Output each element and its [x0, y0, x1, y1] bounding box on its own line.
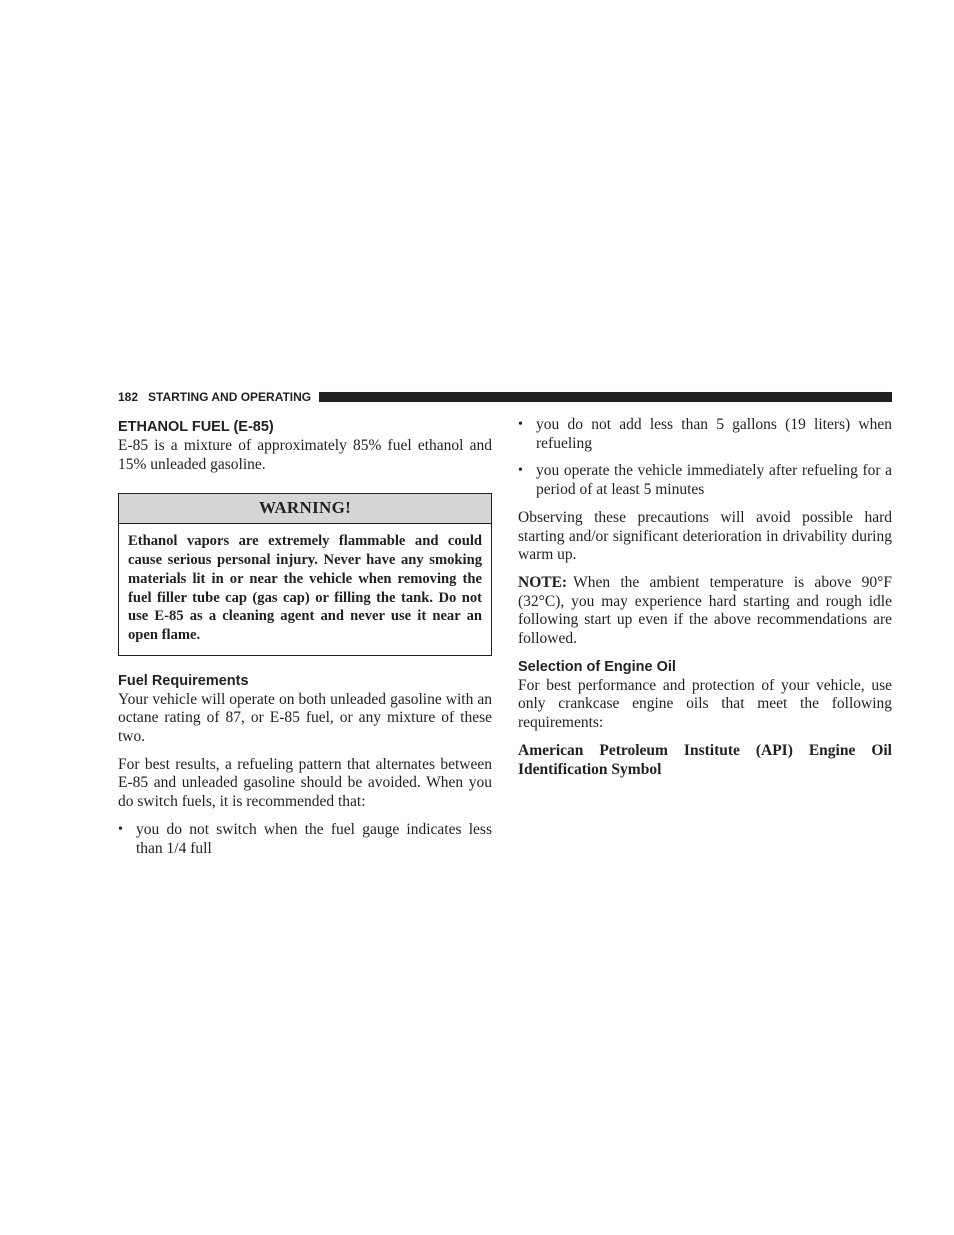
observing-paragraph: Observing these precautions will avoid possible hard starting and/or significant deterioration in drivability during warm up.	[518, 508, 892, 564]
fuel-requirements-paragraph: Your vehicle will operate on both unleaded gasoline with an octane rating of 87, or E-85 fuel, or any mixture of these two.	[118, 690, 492, 746]
header-rule	[319, 392, 892, 402]
list-item-text: you do not add less than 5 gallons (19 liters) when refueling	[536, 416, 892, 452]
bullet-icon: •	[518, 417, 523, 432]
api-symbol-heading: American Petroleum Institute (API) Engine Oil Identification Symbol	[518, 741, 892, 778]
warning-text: Ethanol vapors are extremely flammable and could cause serious personal injury. Never have any smoking materials lit in or near the vehicle when removing the fuel filler tube cap (gas cap) or filling the tank. Do not use E-85 as a cleaning agent and never use it near an open flame.	[128, 533, 482, 643]
list-item-text: you do not switch when the fuel gauge indicates less than 1/4 full	[136, 820, 492, 857]
engine-oil-heading: Selection of Engine Oil	[518, 658, 676, 675]
list-item	[118, 821, 492, 858]
engine-oil-paragraph: For best performance and protection of your vehicle, use only crankcase engine oils that meet the following requirements:	[518, 676, 892, 732]
warning-box	[118, 493, 492, 655]
bullet-list-right	[518, 416, 892, 500]
bullet-icon: •	[518, 463, 523, 479]
section-title: STARTING AND OPERATING	[148, 390, 312, 404]
bullet-icon: •	[118, 821, 123, 837]
warning-title: WARNING!	[119, 494, 491, 524]
list-item	[518, 416, 892, 453]
ethanol-heading: ETHANOL FUEL (E-85)	[118, 419, 274, 435]
note-paragraph	[518, 574, 892, 649]
ethanol-paragraph: E-85 is a mixture of approximately 85% fuel ethanol and 15% unleaded gasoline.	[118, 437, 492, 473]
list-item-text: you operate the vehicle immediately after refueling for a period of at least 5 minutes	[536, 462, 892, 499]
page-header	[118, 390, 892, 404]
bullet-list-left	[118, 821, 492, 858]
list-item	[518, 462, 892, 499]
fuel-requirements-heading: Fuel Requirements	[118, 672, 249, 689]
left-column	[118, 416, 492, 867]
note-text: When the ambient temperature is above 90°F (32°C), you may experience hard starting and rough idle following start up even if the above recommendations are followed.	[518, 573, 892, 648]
best-results-paragraph: For best results, a refueling pattern that alternates between E-85 and unleaded gasoline should be avoided. When you do switch fuels, it is recommended that:	[118, 755, 492, 811]
page-number: 182	[118, 390, 139, 404]
right-column	[518, 416, 892, 788]
note-label: NOTE:	[518, 573, 568, 591]
